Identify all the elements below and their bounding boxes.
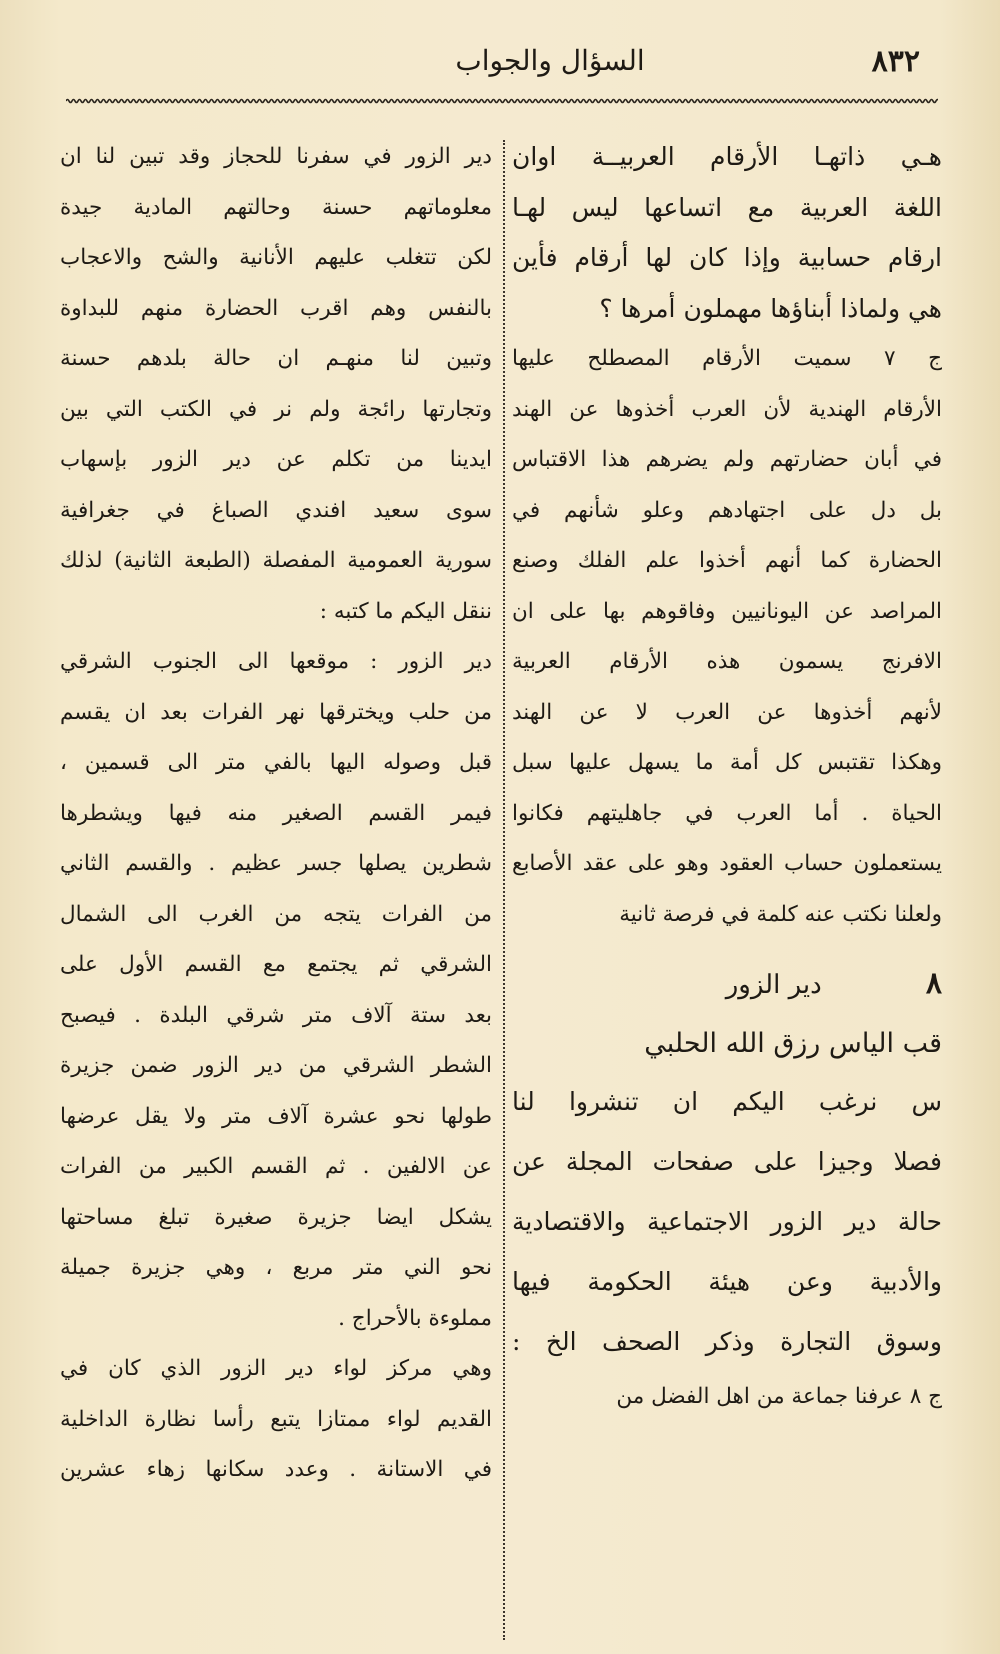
- text-line: ننقل اليكم ما كتبه :: [319, 598, 492, 624]
- text-line: عن الالفين . ثم القسم الكبير من الفرات: [60, 1154, 492, 1179]
- running-title: السؤال والجواب: [455, 44, 645, 77]
- text-line: دير الزور في سفرنا للحجاز وقد تبين لنا ان: [60, 144, 492, 169]
- item-author: قب الياس رزق الله الحلبي: [644, 1028, 942, 1059]
- text-line: الافرنج يسمون هذه الأرقام العربية: [512, 649, 942, 674]
- text-line: ارقام حسابية وإذا كان لها أرقام فأين: [512, 243, 942, 272]
- text-line: ايدينا من تكلم عن دير الزور بإسهاب: [60, 447, 492, 472]
- text-line: وسوق التجارة وذكر الصحف الخ :: [512, 1327, 942, 1356]
- text-line: معلوماتهم حسنة وحالتهم المادية جيدة: [60, 194, 492, 220]
- text-line: فصلا وجيزا على صفحات المجلة عن: [512, 1147, 942, 1176]
- text-line: دير الزور : موقعها الى الجنوب الشرقي: [60, 649, 492, 674]
- text-line: في الاستانة . وعدد سكانها زهاء عشرين: [60, 1457, 492, 1482]
- column-divider: [503, 140, 505, 1640]
- text-line: نحو الني متر مربع ، وهي جزيرة جميلة: [60, 1255, 492, 1280]
- text-line: الحضارة كما أنهم أخذوا علم الفلك وصنع: [512, 548, 942, 573]
- text-line: يستعملون حساب العقود وهو على عقد الأصابع: [512, 851, 942, 876]
- text-line: شطرين يصلها جسر عظيم . والقسم الثاني: [60, 851, 492, 876]
- text-line: وهي مركز لواء دير الزور الذي كان في: [60, 1356, 492, 1381]
- text-line: الأرقام الهندية لأن العرب أخذوها عن الهند: [512, 396, 942, 422]
- text-line: هي ولماذا أبناؤها مهملون أمرها ؟: [599, 293, 942, 323]
- text-line: والأدبية وعن هيئة الحكومة فيها: [512, 1267, 942, 1296]
- text-line: س نرغب اليكم ان تنشروا لنا: [512, 1087, 942, 1116]
- question-8: [512, 1072, 942, 1372]
- text-line: القديم لواء ممتازا يتبع رأسا نظارة الداخلية: [60, 1406, 492, 1432]
- text-line: طولها نحو عشرة آلاف متر ولا يقل عرضها: [60, 1103, 492, 1129]
- item-number: ٨: [925, 966, 942, 1001]
- text-line: يشكل ايضا جزيرة صغيرة تبلغ مساحتها: [60, 1204, 492, 1230]
- text-line: وتجارتها رائجة ولم نر في الكتب التي بين: [60, 396, 492, 422]
- question-continuation: [512, 132, 942, 334]
- text-line: قبل وصوله اليها بالفي متر الى قسمين ،: [60, 750, 492, 775]
- text-line: بل دل على اجتهادهم وعلو شأنهم في: [512, 497, 942, 523]
- text-line: بالنفس وهم اقرب الحضارة منهم للبداوة: [60, 295, 492, 321]
- text-line: حالة دير الزور الاجتماعية والاقتصادية: [512, 1207, 942, 1236]
- text-line: في أبان حضارتهم ولم يضرهم هذا الاقتباس: [512, 447, 942, 472]
- text-line: المراصد عن اليونانيين وفاقوهم بها على ان: [512, 598, 942, 624]
- page-header: [60, 40, 940, 90]
- item-8-heading: [512, 952, 942, 1016]
- text-line: بعد ستة آلاف متر شرقي البلدة . فيصبح: [60, 1002, 492, 1028]
- text-line: الحياة . أما العرب في جاهليتهم فكانوا: [512, 800, 942, 826]
- right-column: [512, 132, 942, 1423]
- text-line: هـي ذاتهـا الأرقام العربيــة اوان: [512, 142, 942, 171]
- text-line: اللغة العربية مع اتساعها ليس لهـا: [512, 192, 942, 222]
- text-line: لأنهم أخذوها عن العرب لا عن الهند: [512, 699, 942, 725]
- text-line: من الفرات يتجه من الغرب الى الشمال: [60, 901, 492, 927]
- text-line: الشرقي ثم يجتمع مع القسم الأول على: [60, 952, 492, 977]
- text-line: سورية العمومية المفصلة (الطبعة الثانية) لذلك: [60, 548, 492, 573]
- answer-8-start: ج ٨ عرفنا جماعة من اهل الفضل من: [616, 1384, 942, 1409]
- left-column: [60, 132, 492, 1496]
- text-line: فيمر القسم الصغير منه فيها ويشطرها: [60, 800, 492, 826]
- text-line: سوى سعيد افندي الصباغ في جغرافية: [60, 497, 492, 523]
- text-line: الشطر الشرقي من دير الزور ضمن جزيرة: [60, 1053, 492, 1078]
- text-line: وهكذا تقتبس كل أمة ما يسهل عليها سبل: [512, 750, 942, 775]
- item-title: دير الزور: [725, 970, 822, 1000]
- page-number: ٨٣٢: [871, 44, 920, 79]
- text-line: مملوءة بالأحراج .: [338, 1305, 492, 1331]
- answer-7: [512, 334, 942, 940]
- text-line: ج ٧ سميت الأرقام المصطلح عليها: [512, 346, 942, 371]
- header-wavy-rule: [66, 96, 938, 106]
- text-line: لكن تتغلب عليهم الأنانية والشح والاعجاب: [60, 245, 492, 270]
- text-line: وتبين لنا منهـم ان حالة بلدهم حسنة: [60, 346, 492, 371]
- text-line: ولعلنا نكتب عنه كلمة في فرصة ثانية: [619, 901, 942, 927]
- text-line: من حلب ويخترقها نهر الفرات بعد ان يقسم: [60, 699, 492, 725]
